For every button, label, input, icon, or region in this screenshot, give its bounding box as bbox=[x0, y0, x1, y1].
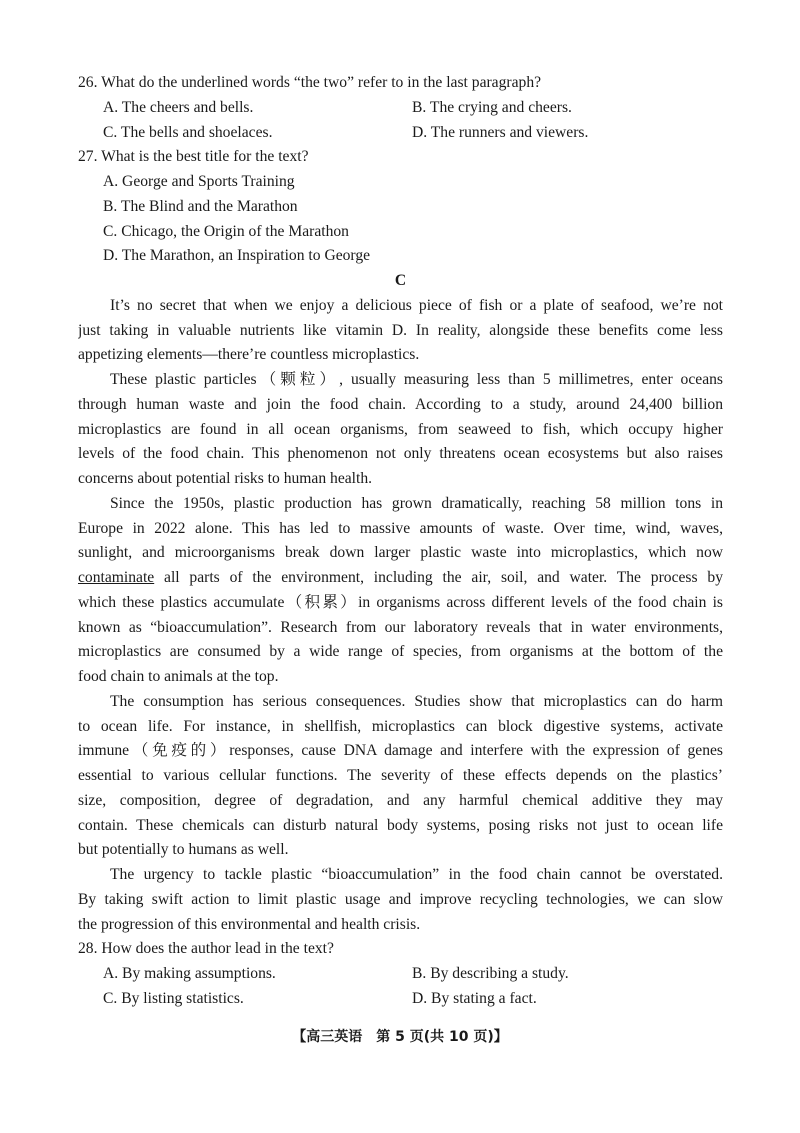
paragraph-line: Since the 1950s, plastic production has grown dramatically, reaching 58 million tons in bbox=[110, 494, 723, 512]
paragraph-line: food chain to animals at the top. bbox=[78, 668, 279, 685]
paragraph-line: immune（免疫的）responses, cause DNA damage and interfere with the expression of genes bbox=[78, 742, 723, 760]
q26-option-d: D. The runners and viewers. bbox=[412, 123, 589, 141]
paragraph-line: concerns about potential risks to human health. bbox=[78, 470, 373, 487]
paragraph-line: microplastics are consumed by a wide range of species, from organisms at the bottom of the bbox=[78, 643, 723, 661]
page-footer: 【高三英语 第 5 页(共 10 页)】 bbox=[292, 1029, 508, 1045]
q28-option-c: C. By listing statistics. bbox=[103, 989, 244, 1007]
paragraph-line: The urgency to tackle plastic “bioaccumulation” in the food chain cannot be overstated. bbox=[110, 866, 723, 883]
paragraph-line: the progression of this environmental and health crisis. bbox=[78, 915, 421, 933]
q26-option-c: C. The bells and shoelaces. bbox=[103, 123, 273, 141]
paragraph-line: size, composition, degree of degradation, and any harmful chemical additive they may bbox=[78, 791, 723, 809]
paragraph-line: known as “bioaccumulation”. Research from our laboratory reveals that in water environments, bbox=[78, 618, 723, 636]
underlined-word: contaminate bbox=[78, 569, 155, 586]
paragraph-line: The consumption has serious consequences. Studies show that microplastics can do harm bbox=[110, 692, 723, 710]
paragraph-line: levels of the food chain. This phenomenon not only threatens ocean ecosystems but also raises bbox=[78, 445, 723, 463]
paragraph-line: microplastics are found in all ocean organisms, from seaweed to fish, which occupy higher bbox=[78, 420, 723, 438]
q28-option-b: B. By describing a study. bbox=[412, 965, 569, 982]
paragraph-line: which these plastics accumulate（积累）in organisms across different levels of the food chain is bbox=[78, 593, 723, 611]
paragraph bbox=[78, 492, 723, 690]
paragraph-line: sunlight, and microorganisms break down larger plastic waste into microplastics, which now bbox=[78, 544, 723, 562]
question-27-stem: 27. What is the best title for the text? bbox=[78, 148, 309, 166]
paragraph-line: through human waste and join the food chain. According to a study, around 24,400 billion bbox=[78, 395, 723, 413]
question-28-stem: 28. How does the author lead in the text? bbox=[78, 940, 334, 958]
q28-option-d: D. By stating a fact. bbox=[412, 989, 537, 1007]
q27-option-d: D. The Marathon, an Inspiration to George bbox=[103, 247, 371, 265]
paragraph-line: to ocean life. For instance, in shellfish, microplastics can block digestive systems, activate bbox=[78, 717, 723, 735]
paragraph-line: contaminate all parts of the environment, including the air, soil, and water. The process by bbox=[78, 569, 723, 586]
q27-option-b: B. The Blind and the Marathon bbox=[103, 197, 298, 215]
paragraph-line: contain. These chemicals can disturb natural body systems, posing risks not just to ocean life bbox=[78, 816, 723, 834]
paragraph-line: It’s no secret that when we enjoy a delicious piece of fish or a plate of seafood, we’re not bbox=[110, 296, 723, 314]
q26-option-b: B. The crying and cheers. bbox=[412, 98, 572, 116]
paragraph-line: These plastic particles（颗粒）, usually measuring less than 5 millimetres, enter oceans bbox=[110, 371, 723, 388]
passage bbox=[78, 294, 723, 938]
q27-option-c: C. Chicago, the Origin of the Marathon bbox=[103, 222, 349, 240]
paragraph bbox=[78, 294, 723, 368]
paragraph-line: but potentially to humans as well. bbox=[78, 841, 289, 859]
paragraph-line: Europe in 2022 alone. This has led to massive amounts of waste. Over time, wind, waves, bbox=[78, 519, 723, 537]
question-26-stem: 26. What do the underlined words “the two” refer to in the last paragraph? bbox=[78, 74, 542, 91]
paragraph bbox=[78, 863, 723, 937]
paragraph-line: just taking in valuable nutrients like vitamin D. In reality, alongside these benefits come less bbox=[78, 321, 723, 339]
q28-option-a: A. By making assumptions. bbox=[103, 965, 276, 982]
q26-option-a: A. The cheers and bells. bbox=[103, 98, 254, 116]
exam-page bbox=[78, 71, 723, 1012]
paragraph-line: appetizing elements—there’re countless microplastics. bbox=[78, 346, 420, 364]
paragraph bbox=[78, 690, 723, 863]
paragraph-line: By taking swift action to limit plastic usage and improve recycling technologies, we can slow bbox=[78, 890, 723, 908]
section-label: C bbox=[394, 272, 407, 289]
paragraph bbox=[78, 368, 723, 492]
paragraph-line: essential to various cellular functions. The severity of these effects depends on the plastics’ bbox=[78, 767, 723, 784]
q27-option-a: A. George and Sports Training bbox=[103, 173, 295, 190]
